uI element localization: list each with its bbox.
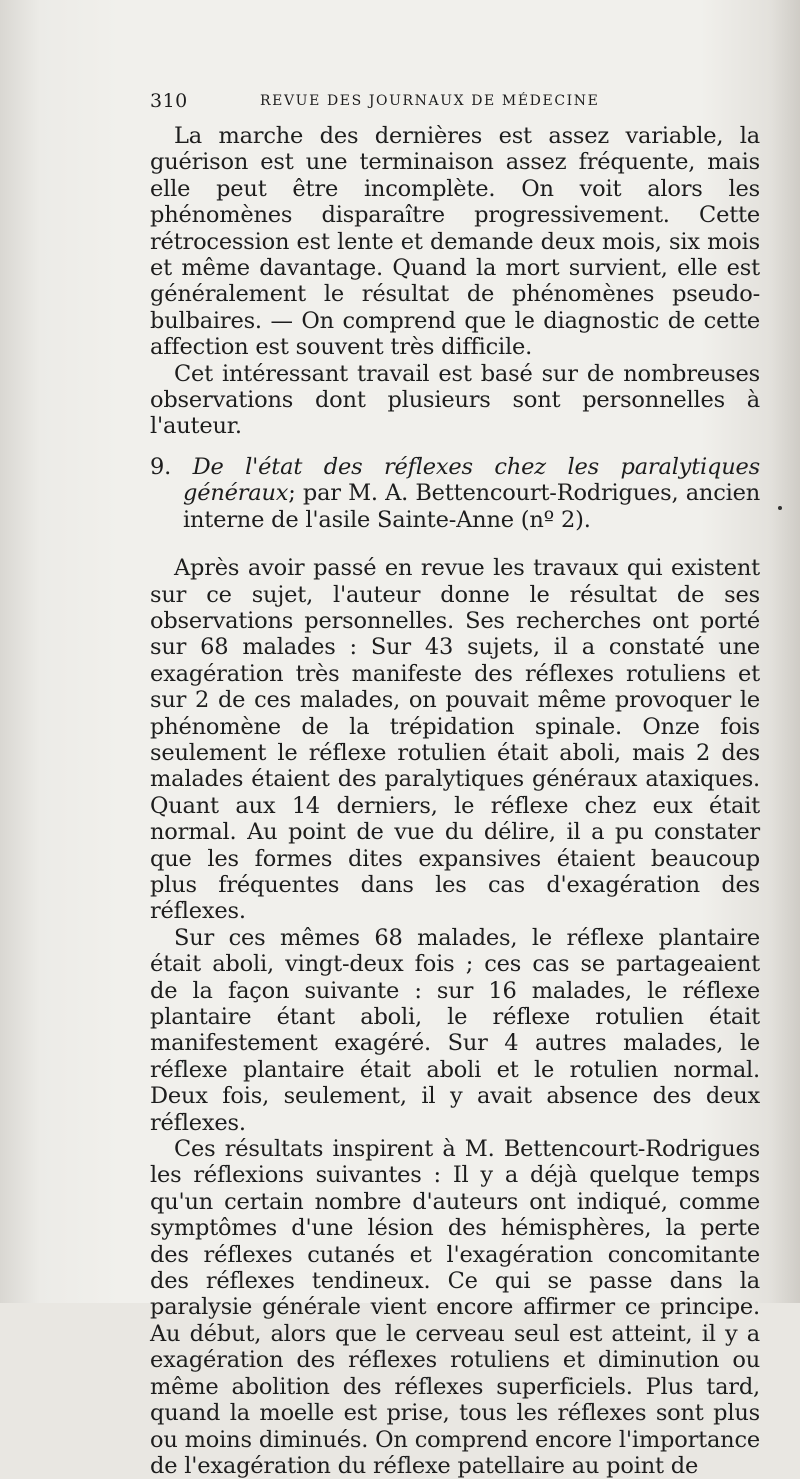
paragraph: Sur ces mêmes 68 malades, le réflexe plantaire était aboli, vingt-deux fois ; ces cas se partageaient de la façon suivante : sur 16 malades, le réflexe plantaire étant aboli, le réflexe rotulien était manifestement exagéré. Sur 4 autres malades, le réflexe plantaire était aboli et le rotulien normal. Deux fois, seulement, il y avait absence des deux réflexes. xyxy=(150,924,760,1136)
entry-title: De l'état des réflexes chez les paralytiques généraux xyxy=(183,453,760,507)
entry-number: 9. xyxy=(150,453,172,480)
paragraph: Cet intéressant travail est basé sur de nombreuses observations dont plusieurs sont personnelles à l'auteur. xyxy=(150,360,760,440)
ink-speck xyxy=(778,506,782,510)
paragraph: Ces résultats inspirent à M. Bettencourt-Rodrigues les réflexions suivantes : Il y a déjà quelque temps qu'un certain nombre d'auteurs ont indiqué, comme symptômes d'une lésion des hémisphères, la perte des réflexes cutanés et l'exagération concomitante des réflexes tendineux. Ce qui se passe dans la paralysie générale vient encore affirmer ce principe. Au début, alors que le cerveau seul est atteint, il y a exagération des réflexes rotuliens et diminution ou même abolition des réflexes superficiels. Plus tard, quand la moelle est prise, tous les réflexes sont plus ou moins diminués. On comprend encore l'importance de l'exagération du réflexe patellaire au point de xyxy=(150,1136,760,1479)
bibliography-entry xyxy=(150,454,760,533)
page-body xyxy=(150,123,760,1479)
page-header xyxy=(150,90,670,120)
page-number: 310 xyxy=(150,90,188,112)
paragraph: La marche des dernières est assez variable, la guérison est une terminaison assez fréquente, mais elle peut être incomplète. On voit alors les phénomènes disparaître progressivement. Cette rétrocession est lente et demande deux mois, six mois et même davantage. Quand la mort survient, elle est généralement le résultat de phénomènes pseudo-bulbaires. — On comprend que le diagnostic de cette affection est souvent très difficile. xyxy=(150,123,760,361)
paragraph: Après avoir passé en revue les travaux qui existent sur ce sujet, l'auteur donne le résultat de ses observations personnelles. Ses recherches ont porté sur 68 malades : Sur 43 sujets, il a constaté une exagération très manifeste des réflexes rotuliens et sur 2 de ces malades, on pouvait même provoquer le phénomène de la trépidation spinale. Onze fois seulement le réflexe rotulien était aboli, mais 2 des malades étaient des paralytiques généraux ataxiques. Quant aux 14 derniers, le réflexe chez eux était normal. Au point de vue du délire, il a pu constater que les formes dites expansives étaient beaucoup plus fréquentes dans les cas d'exagération des réflexes. xyxy=(150,555,760,925)
entry-author: ; par M. A. Bettencourt-Rodrigues, ancien interne de l'asile Sainte-Anne (nº 2). xyxy=(183,480,760,533)
running-head: REVUE DES JOURNAUX DE MÉDECINE xyxy=(260,93,600,109)
